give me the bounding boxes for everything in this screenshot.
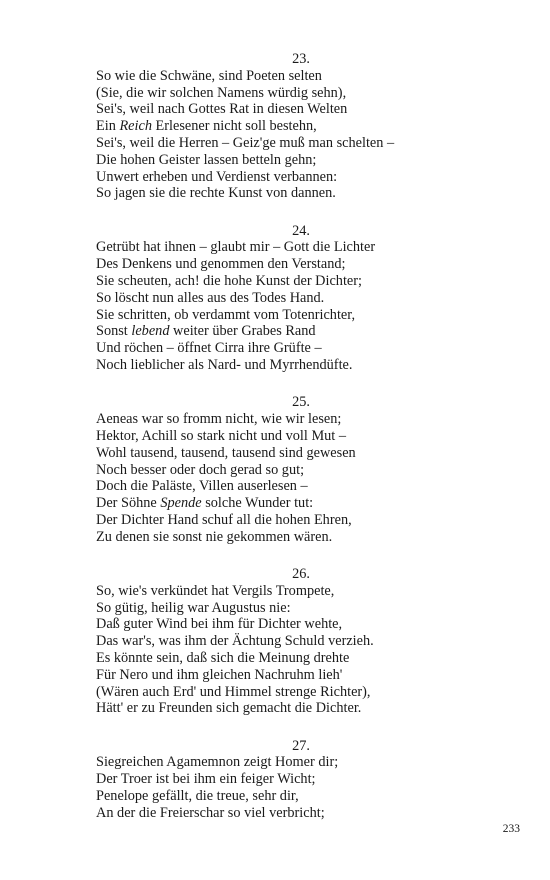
verse-line [96, 462, 516, 479]
verse-text: Die hohen Geister lassen betteln gehn; [96, 151, 317, 168]
verse-text: Der Söhne [96, 495, 161, 512]
verse-text: Es könnte sein, daß sich die Meinung drehte [96, 650, 350, 666]
verse-text: Sonst [96, 323, 132, 340]
verse-line [96, 478, 516, 495]
verse-line [96, 68, 516, 85]
verse-line [96, 633, 516, 650]
verse-line [96, 445, 516, 462]
verse-line [96, 512, 516, 529]
verse-line [96, 185, 516, 202]
verse-line [96, 583, 516, 600]
verse-line [96, 684, 516, 701]
verse-text: Hektor, Achill so stark nicht und voll Mut – [96, 427, 346, 444]
verse-text: Hätt' er zu Freunden sich gemacht die Dichter. [96, 700, 362, 717]
verse-text: Daß guter Wind bei ihm für Dichter wehte, [96, 616, 343, 633]
stanza-number: 25. [292, 394, 310, 411]
verse-line [96, 700, 516, 717]
verse-text: So löscht nun alles aus des Todes Hand. [96, 289, 325, 306]
stanza [96, 223, 516, 374]
verse-line [96, 101, 516, 118]
verse-text: Der Dichter Hand schuf all die hohen Ehren, [96, 511, 352, 528]
verse-line [96, 85, 516, 102]
verse-line [96, 307, 516, 324]
verse-line [96, 340, 516, 357]
stanza-number: 24. [292, 222, 310, 239]
verse-line [96, 273, 516, 290]
verse-text: Noch lieblicher als Nard- und Myrrhendüfte. [96, 357, 353, 374]
verse-text: Doch die Paläste, Villen auserlesen – [96, 478, 308, 495]
verse-text: Penelope gefällt, die treue, sehr dir, [96, 788, 299, 805]
verse-text: Sei's, weil die Herren – Geiz'ge muß man schelten – [96, 134, 395, 151]
verse-text: Sie scheuten, ach! die hohe Kunst der Dichter; [96, 273, 362, 290]
verse-line [96, 650, 516, 667]
verse-line [96, 256, 516, 273]
stanza [96, 394, 516, 545]
verse-text: Der Troer ist bei ihm ein feiger Wicht; [96, 771, 316, 788]
poem-body [96, 51, 516, 842]
verse-text: Sie schritten, ob verdammt vom Totenrichter, [96, 306, 356, 323]
verse-line [96, 667, 516, 684]
stanza [96, 51, 516, 202]
verse-line [96, 323, 516, 340]
verse-line [96, 428, 516, 445]
stanza [96, 566, 516, 717]
verse-line [96, 411, 516, 428]
verse-text: solche Wunder tut: [201, 495, 314, 512]
verse-line [96, 754, 516, 771]
verse-line [96, 771, 516, 788]
verse-text: (Wären auch Erd' und Himmel strenge Richter), [96, 683, 371, 700]
verse-text: weiter über Grabes Rand [169, 323, 316, 340]
stanza [96, 738, 516, 822]
verse-text: Sei's, weil nach Gottes Rat in diesen Welten [96, 101, 348, 118]
verse-text: An der die Freierschar so viel verbricht; [96, 804, 325, 821]
verse-text: (Sie, die wir solchen Namens würdig sehn), [96, 84, 347, 101]
verse-emphasis: lebend [131, 323, 170, 340]
page-number: 233 [502, 823, 520, 835]
verse-line [96, 239, 516, 256]
verse-line [96, 788, 516, 805]
verse-line [96, 118, 516, 135]
verse-text: Für Nero und ihm gleichen Nachruhm lieh' [96, 666, 343, 683]
verse-line [96, 135, 516, 152]
verse-text: Ein [96, 118, 120, 135]
verse-text: Aeneas war so fromm nicht, wie wir lesen; [96, 411, 342, 428]
verse-line [96, 169, 516, 186]
verse-line [96, 152, 516, 169]
verse-text: Und röchen – öffnet Cirra ihre Grüfte – [96, 340, 322, 357]
verse-line [96, 290, 516, 307]
verse-text: So wie die Schwäne, sind Poeten selten [96, 67, 322, 84]
verse-text: Noch besser oder doch gerad so gut; [96, 461, 305, 478]
verse-text: So gütig, heilig war Augustus nie: [96, 599, 291, 616]
stanza-number: 26. [292, 566, 310, 583]
verse-text: Siegreichen Agamemnon zeigt Homer dir; [96, 754, 339, 771]
verse-line [96, 805, 516, 822]
stanza-number: 23. [292, 51, 310, 67]
verse-line [96, 495, 516, 512]
verse-emphasis: Spende [160, 495, 202, 512]
verse-line [96, 357, 516, 374]
verse-line [96, 600, 516, 617]
verse-text: Des Denkens und genommen den Verstand; [96, 256, 346, 273]
verse-text: Zu denen sie sonst nie gekommen wären. [96, 528, 333, 545]
verse-line [96, 616, 516, 633]
verse-text: Das war's, was ihm der Ächtung Schuld verzieh. [96, 633, 374, 650]
verse-text: Unwert erheben und Verdienst verbannen: [96, 168, 338, 185]
verse-line [96, 529, 516, 546]
verse-text: So jagen sie die rechte Kunst von dannen. [96, 185, 336, 202]
stanza-number: 27. [292, 737, 310, 754]
verse-emphasis: Reich [119, 118, 152, 135]
verse-text: Getrübt hat ihnen – glaubt mir – Gott die Lichter [96, 239, 376, 256]
verse-text: Wohl tausend, tausend, tausend sind gewesen [96, 444, 356, 461]
verse-text: So, wie's verkündet hat Vergils Trompete, [96, 582, 335, 599]
verse-text: Erlesener nicht soll bestehn, [151, 118, 317, 135]
